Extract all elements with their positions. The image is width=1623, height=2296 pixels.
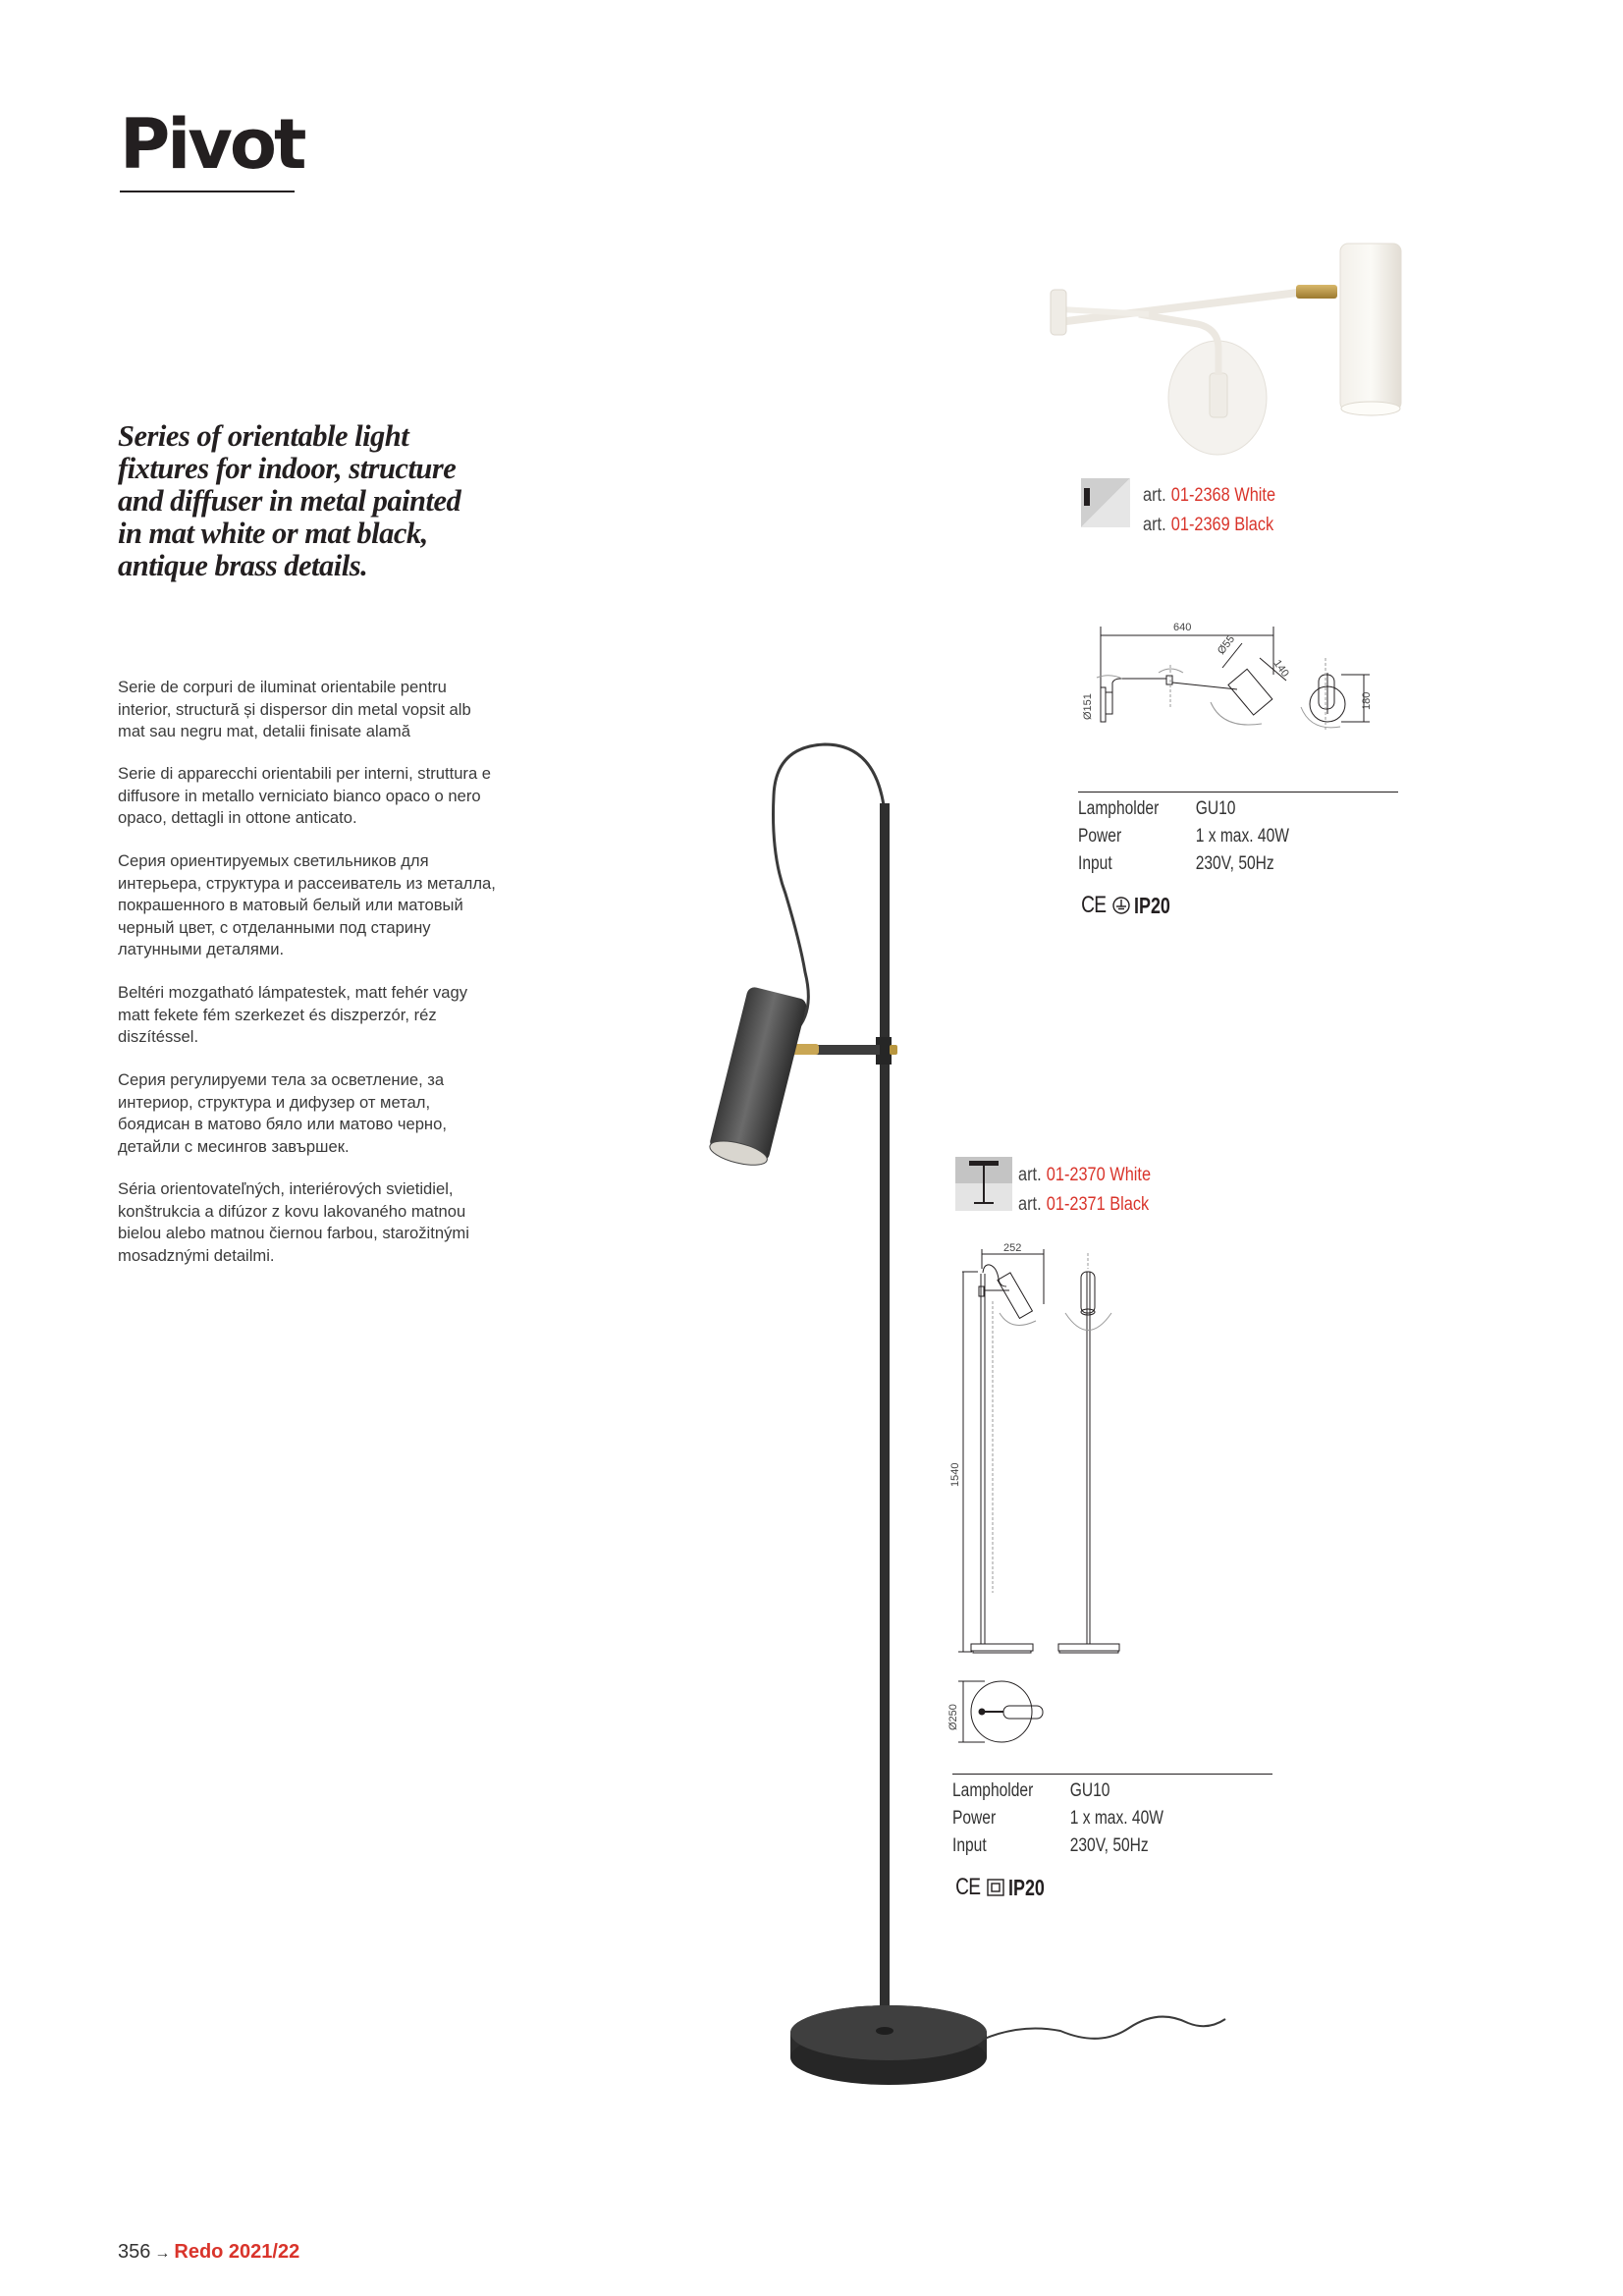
dimension-base-diameter: Ø151 <box>1082 693 1094 720</box>
spec-row: Input 230V, 50Hz <box>1078 853 1274 874</box>
double-insulation-icon <box>987 1879 1004 1896</box>
article-row: art. 01-2370 White <box>1018 1165 1152 1185</box>
article-list <box>1018 1161 1151 1220</box>
arrow-right-icon: → <box>154 2245 171 2262</box>
tagline-line: antique brass details. <box>118 549 368 582</box>
description-line: diffusore in metallo verniciato bianco opaco o nero <box>118 786 481 805</box>
dimension-width: 252 <box>1003 1242 1022 1254</box>
description-bg <box>118 1069 579 1158</box>
description-line: Séria orientovateľných, interiérových svietidiel, <box>118 1179 454 1198</box>
tagline-line: fixtures for indoor, structure <box>118 452 457 485</box>
description-hu <box>118 982 579 1049</box>
article-row: art. 01-2368 White <box>1143 485 1276 506</box>
ip-rating: IP20 <box>1134 892 1171 918</box>
tagline-line: in mat white or mat black, <box>118 517 428 550</box>
description-ro <box>118 677 579 743</box>
article-code: 01-2369 Black <box>1170 515 1274 535</box>
dimension-shade-length: 140 <box>1271 657 1291 680</box>
description-line: Serie de corpuri de iluminat orientabile pentru <box>118 678 447 696</box>
description-line: черный цвет, с отделанными под старину <box>118 917 431 937</box>
article-code: 01-2370 White <box>1046 1165 1152 1185</box>
description-line: bielou alebo matnou čiernou farbou, starožitnými <box>118 1224 469 1242</box>
article-row: art. 01-2369 Black <box>1143 515 1274 535</box>
description-line: mosadznými detailmi. <box>118 1245 275 1265</box>
description-line: opaco, dettagli in ottone anticato. <box>118 808 357 827</box>
tagline-line: Series of orientable light <box>118 419 409 453</box>
wall-lamp-icon <box>1081 478 1130 527</box>
description-line: боядисан в матово бяло или матово черно, <box>118 1115 447 1133</box>
certifications <box>952 1874 1055 1901</box>
description-sk <box>118 1178 579 1267</box>
spec-row: Power 1 x max. 40W <box>952 1808 1163 1829</box>
description-line: латунными деталями. <box>118 940 285 958</box>
dimension-height: 1540 <box>949 1462 961 1487</box>
spec-table <box>952 1777 1163 1860</box>
catalog-brand: Redo 2021/22 <box>174 2241 300 2263</box>
dimension-width: 640 <box>1173 622 1192 633</box>
description-line: Серия регулируеми тела за осветление, за <box>118 1070 445 1089</box>
article-row: art. 01-2371 Black <box>1018 1194 1150 1215</box>
wall-lamp-technical-drawing <box>1075 614 1399 732</box>
article-list <box>1143 481 1275 540</box>
description-line: mat sau negru mat, detalii finisate alamă <box>118 722 410 740</box>
spec-row: Lampholder GU10 <box>952 1780 1110 1801</box>
spec-divider <box>952 1774 1272 1775</box>
page-title: Pivot <box>120 104 304 185</box>
description-line: matt fekete fém szerkezet és diszperzór, réz <box>118 1005 437 1024</box>
spec-row: Power 1 x max. 40W <box>1078 826 1289 847</box>
ip-rating: IP20 <box>1008 1874 1046 1900</box>
description-line: interior, structură și dispersor din metal vopsit alb <box>118 699 471 719</box>
floor-lamp-technical-drawing <box>943 1239 1168 1750</box>
article-code: 01-2368 White <box>1170 485 1276 506</box>
title-underline <box>120 191 295 192</box>
description-line: интериор, структура и дифузер от метал, <box>118 1092 431 1112</box>
tagline <box>118 420 579 582</box>
description-ru <box>118 850 579 961</box>
spec-row: Lampholder GU10 <box>1078 798 1236 819</box>
description-line: покрашенного в матовый белый или матовый <box>118 896 463 914</box>
description-it <box>118 763 579 830</box>
description-line: Beltéri mozgatható lámpatestek, matt fehér vagy <box>118 983 468 1002</box>
description-line: интерьера, структура и рассеиватель из металла, <box>118 873 496 893</box>
article-code: 01-2371 Black <box>1046 1194 1150 1215</box>
description-line: детайли с месингов завършек. <box>118 1136 350 1156</box>
page-footer <box>118 2241 299 2264</box>
ce-mark: CE <box>1081 892 1107 918</box>
description-line: konštrukcia a difúzor z kovu lakovaného matnou <box>118 1201 466 1221</box>
description-line: Serie di apparecchi orientabili per interni, struttura e <box>118 764 492 783</box>
description-line: Серия ориентируемых светильников для <box>118 851 429 870</box>
tagline-line: and diffuser in metal painted <box>118 484 461 518</box>
dimension-height: 180 <box>1361 691 1373 710</box>
dimension-base-diameter: Ø250 <box>947 1704 959 1730</box>
description-line: diszítéssel. <box>118 1027 199 1046</box>
page-number: 356 <box>118 2241 151 2263</box>
ce-mark: CE <box>955 1874 981 1900</box>
wall-lamp-photo <box>1031 226 1424 462</box>
dimension-shade-diameter: Ø55 <box>1215 633 1238 657</box>
spec-row: Input 230V, 50Hz <box>952 1835 1149 1856</box>
floor-lamp-icon <box>955 1157 1012 1211</box>
